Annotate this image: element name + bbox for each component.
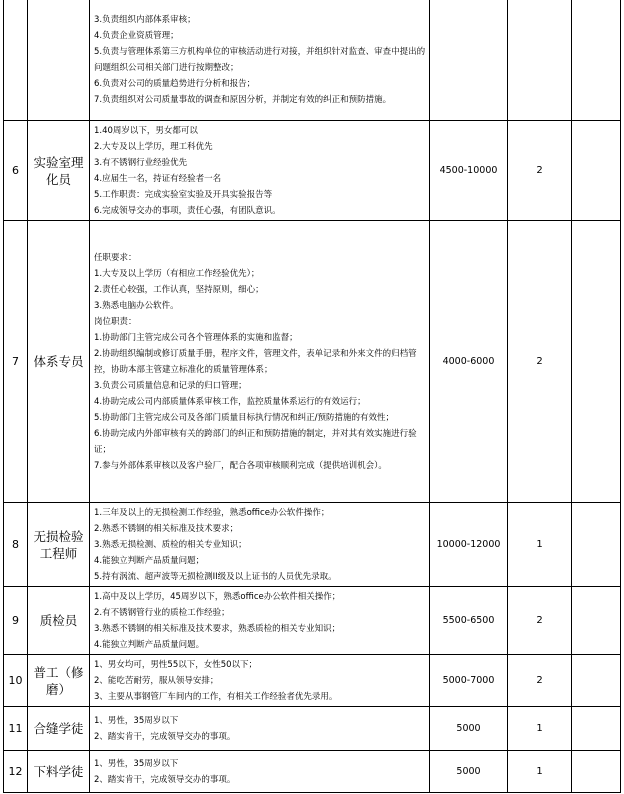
- requirement-line: 4.应届生一名，持证有经验者一名: [94, 173, 222, 184]
- requirement-line: 1.大专及以上学历（有相应工作经验优先）；: [94, 268, 260, 279]
- job-title: 实验室理化员: [28, 121, 90, 221]
- requirement-line: 5.负责与管理体系第三方机构单位的审核活动进行对接，并组织针对监查、审查中提出的问题组织公司相关部门进行按期整改；: [94, 46, 426, 73]
- job-listing-table: [3, 0, 621, 793]
- headcount: 2: [508, 587, 572, 655]
- salary-range: 5500-6500: [430, 587, 508, 655]
- requirement-line: 3.负责公司质量信息和记录的归口管理；: [94, 380, 247, 391]
- table-row: [4, 751, 621, 793]
- requirement-line: 任职要求：: [94, 252, 137, 263]
- job-title: 无损检验工程师: [28, 503, 90, 587]
- requirement-line: 2、踏实肯干，完成领导交办的事项。: [94, 774, 236, 785]
- table-row: [4, 503, 621, 587]
- headcount: 2: [508, 655, 572, 707]
- requirement-line: 1.高中及以上学历，45周岁以下，熟悉office办公软件相关操作；: [94, 591, 341, 602]
- requirement-line: 1、男女均可，男性55以下，女性50以下；: [94, 659, 258, 670]
- job-requirements: [90, 655, 430, 707]
- salary-range: [430, 0, 508, 121]
- job-requirements: [90, 0, 430, 121]
- table-row: [4, 655, 621, 707]
- job-title: 质检员: [28, 587, 90, 655]
- requirement-line: 2.熟悉不锈钢的相关标准及技术要求；: [94, 523, 239, 534]
- requirement-line: 4.负责企业资质管理；: [94, 30, 179, 41]
- requirement-line: 5.协助部门主管完成公司及各部门质量目标执行情况和纠正/预防措施的有效性；: [94, 412, 394, 423]
- requirement-line: 3.熟悉电脑办公软件。: [94, 300, 179, 311]
- row-number: 11: [4, 707, 28, 751]
- requirement-line: 1、男性，35周岁以下: [94, 758, 179, 769]
- requirement-line: 2.大专及以上学历，理工科优先: [94, 141, 213, 152]
- headcount: 2: [508, 121, 572, 221]
- salary-range: 4500-10000: [430, 121, 508, 221]
- headcount: 2: [508, 221, 572, 503]
- job-requirements: [90, 221, 430, 503]
- job-requirements: [90, 751, 430, 793]
- requirement-line: 3.熟悉不锈钢的相关标准及技术要求，熟悉质检的相关专业知识；: [94, 623, 341, 634]
- requirement-line: 5.工作职责：完成实验室实验及开具实验报告等: [94, 189, 273, 200]
- job-title: 体系专员: [28, 221, 90, 503]
- requirement-line: 4.能独立判断产品质量问题；: [94, 555, 205, 566]
- table-row: [4, 587, 621, 655]
- headcount: 1: [508, 751, 572, 793]
- notes-cell: [572, 707, 621, 751]
- job-requirements: [90, 587, 430, 655]
- requirement-line: 2、踏实肯干，完成领导交办的事项。: [94, 731, 236, 742]
- requirement-line: 2.有不锈钢管行业的质检工作经验；: [94, 607, 230, 618]
- row-number: 10: [4, 655, 28, 707]
- requirement-line: 2.责任心较强，工作认真，坚持原则，细心；: [94, 284, 264, 295]
- job-requirements: [90, 121, 430, 221]
- table-row: [4, 221, 621, 503]
- requirement-line: 6.负责对公司的质量趋势进行分析和报告；: [94, 78, 256, 89]
- requirement-line: 2.协助组织编制或修订质量手册，程序文件，管理文件，表单记录和外来文件的归档管控，协助本部主管建立标准化的质量管理体系；: [94, 348, 417, 375]
- row-number: 8: [4, 503, 28, 587]
- salary-range: 10000-12000: [430, 503, 508, 587]
- requirement-line: 1.40周岁以下，男女都可以: [94, 125, 198, 136]
- requirement-line: 6.协助完成内外部审核有关的跨部门的纠正和预防措施的制定，并对其有效实施进行验证；: [94, 428, 417, 455]
- headcount: 1: [508, 707, 572, 751]
- requirement-line: 4.协助完成公司内部质量体系审核工作，监控质量体系运行的有效运行；: [94, 396, 366, 407]
- table-row: [4, 0, 621, 121]
- job-title: 下料学徒: [28, 751, 90, 793]
- notes-cell: [572, 655, 621, 707]
- row-number: 12: [4, 751, 28, 793]
- requirement-line: 7.负责组织对公司质量事故的调查和原因分析，并制定有效的纠正和预防措施。: [94, 94, 392, 105]
- notes-cell: [572, 121, 621, 221]
- salary-range: 4000-6000: [430, 221, 508, 503]
- headcount: 1: [508, 503, 572, 587]
- row-number: [4, 0, 28, 121]
- requirement-line: 7.参与外部体系审核以及客户验厂，配合各项审核顺利完成（提供培训机会）。: [94, 460, 387, 471]
- requirement-line: 4.能独立判断产品质量问题。: [94, 639, 205, 650]
- requirement-line: 1.协助部门主管完成公司各个管理体系的实施和监督；: [94, 332, 298, 343]
- notes-cell: [572, 0, 621, 121]
- requirement-line: 3.负责组织内部体系审核；: [94, 14, 196, 25]
- requirement-line: 1.三年及以上的无损检测工作经验，熟悉office办公软件操作；: [94, 507, 330, 518]
- requirement-line: 1、男性，35周岁以下: [94, 715, 179, 726]
- requirement-line: 5.持有涡流、超声波等无损检测II级及以上证书的人员优先录取。: [94, 571, 337, 582]
- table-row: [4, 707, 621, 751]
- requirement-line: 岗位职责：: [94, 316, 137, 327]
- job-title: [28, 0, 90, 121]
- salary-range: 5000-7000: [430, 655, 508, 707]
- row-number: 9: [4, 587, 28, 655]
- job-requirements: [90, 503, 430, 587]
- job-requirements: [90, 707, 430, 751]
- requirement-line: 3.熟悉无损检测、质检的相关专业知识；: [94, 539, 247, 550]
- job-title: 普工（修磨）: [28, 655, 90, 707]
- job-title: 合缝学徒: [28, 707, 90, 751]
- notes-cell: [572, 587, 621, 655]
- requirement-line: 3.有不锈钢行业经验优先: [94, 157, 188, 168]
- row-number: 7: [4, 221, 28, 503]
- table-row: [4, 121, 621, 221]
- salary-range: 5000: [430, 751, 508, 793]
- notes-cell: [572, 221, 621, 503]
- notes-cell: [572, 751, 621, 793]
- requirement-line: 6.完成领导交办的事项，责任心强，有团队意识。: [94, 205, 281, 216]
- requirement-line: 2、能吃苦耐劳，服从领导安排；: [94, 675, 219, 686]
- salary-range: 5000: [430, 707, 508, 751]
- headcount: [508, 0, 572, 121]
- notes-cell: [572, 503, 621, 587]
- row-number: 6: [4, 121, 28, 221]
- requirement-line: 3、主要从事钢管厂车间内的工作，有相关工作经验者优先录用。: [94, 691, 338, 702]
